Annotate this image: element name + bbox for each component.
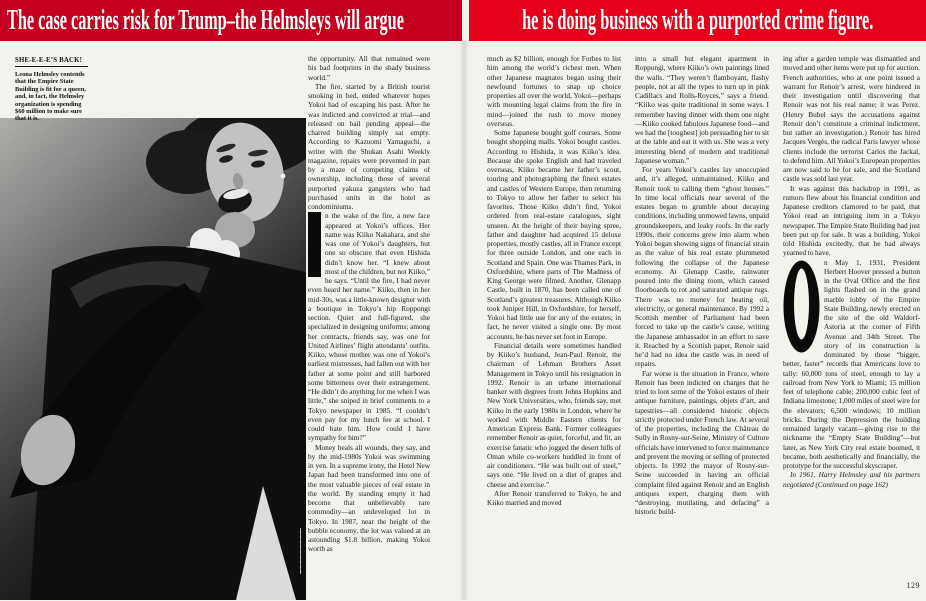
right-page-column-3 — [783, 54, 920, 601]
body-paragraph-continued: In 1961, Harry Helmsley and his partners negotiated (Continued on page 162) — [783, 470, 920, 489]
body-paragraph-dropcap — [308, 211, 430, 442]
body-paragraph: ing after a garden temple was dismantled and moved and other items were put up for auction. French authorities, who at one point issued a warrant for Renoir’s arrest, were hindered in their investigation until discovering that Renoir was not his real name; it was Perez. (Henry Bubel says the accusations against Renoir don’t constitute a criminal indictment, but rather an investigation.) Renoir has hired Jacques Vergès, the radical Paris lawyer whose clients include the terrorist Carlos the Jackal, to defend him. All Yokoi’s European properties are now said to be for sale, and the Scotland castle was sold last year. — [783, 54, 920, 184]
body-paragraph: Money heals all wounds, they say, and by the mid-1980s Yokoi was swimming in yen. In a supreme irony, the Hotel New Japan had been transformed into one of the most valuable pieces of real estate in the world. By standing empty it had become that unbelievably rare commodity—an undeveloped lot in Tokyo. In 1987, near the height of the bubble economy, the lot was valued at an astounding $1.8 billion, making Yokoi worth as — [308, 442, 430, 554]
body-paragraph: For years Yokoi’s castles lay unoccupied and, it’s alleged, unmaintained. Kiiko and Renoir took to calling them “ghost houses.” In time local officials near several of the estates began to grumble about decaying conditions, including unmowed lawns, unpaid groundskeepers, and leaky roofs. In the early 1990s, their concerns grew into alarm when Yokoi began showing signs of financial strain as the value of his real estate plummeted following the collapse of the Japanese economy. At Glenapp Castle, rainwater poured into the dining room, which caused floorboards to rot and saturated antique rugs. There was no money for heating oil, electricity, or general maintenance. By 1992 a Scottish member of Parliament had been forced to take up the castle’s cause, writing the Japanese ambassador in an effort to save it. Reached by a Scottish paper, Renoir said he’d had no idea the castle was in need of repairs. — [635, 165, 769, 369]
caption-body: Leona Helmsley contends that the Empire State Building is fit for a queen, and, in fact, the Helmsley organization is spending $60 million to make sure that it is. — [15, 71, 86, 123]
headline-left-text: The case carries risk for Trump–the Helmsleys will argue — [7, 5, 404, 36]
headline-banner-left — [0, 0, 462, 41]
leona-helmsley-photo — [0, 118, 306, 600]
drop-cap-o — [783, 260, 820, 353]
body-paragraph-text: n the wake of the fire, a new face appeared at Yokoi’s offices. Her name was Kiiko Nakahara, and she was one of Yokoi’s daughters, but one so obscure that even Hishida didn’t know her. “I knew about most of the children, but not Kiiko,” he says. “Until the fire, I had never even heard her name.” Kiiko, then in her mid-30s, was a little-known designer with a boutique in Tokyo’s hip Roppongi section. Quiet and full-figured, she specialized in designing uniforms; among her contracts, friends say, was one for United Airlines’ flight attendants’ outfits. Kiiko, whose mother was one of Yokoi’s earliest mistresses, had fallen out with her father at some point and still harbored some bitterness over their estrangement. “He didn’t do anything for me when I was little,” she sniped in brief comments to a Tokyo newspaper in 1985. “I couldn’t even pay for my lunch fee at school. I could hate him. How could I have sympathy for him?” — [308, 211, 430, 443]
body-paragraph: The fire, started by a British tourist smoking in bed, ended whatever hopes Yokoi had of escaping his past. After he was indicted and convicted at trial—and released on bail pending appeal—the charred building simply sat empty. According to Kazuomi Yamaguchi, a writer with the Shukan Asahi Weekly magazine, repairs were prevented in part by a maze of competing claims of ownership, including those of several purported yakuza gangsters who had purchased units in the hotel as condominiums. — [308, 81, 430, 211]
body-paragraph: Far worse is the situation in France, where Renoir has been indicted on charges that he tried to loot some of the Yokoi estates of their antique furniture, paintings, objets d’art, and tapestries—all considered historic objects strictly protected under French law. At several of the properties, including the Château de Sully in Rosny-sur-Seine, Ministry of Culture officials have intervened to force maintenance and prevent the moving or selling of protected objects. In 1992 the mayor of Rosny-sur-Seine succeeded in having an official complaint filed against Renoir and an English antiques expert, charging them with “destroying, mutilating, and defacing” a historic build- — [635, 368, 769, 517]
body-paragraph: much as $2 billion, enough for Forbes to list him among the world’s richest men. When other Japanese magnates began using their newfound fortunes to snap up choice properties all over the world, Yokoi—perhaps with mounting legal claims from the fire in mind—joined the rush to move money overseas. — [487, 54, 621, 128]
body-paragraph: into a small but elegant apartment in Roppongi, where Kiiko’s own paintings lined the walls. “They weren’t flamboyant, flashy people, not at all the types to turn up in pink Cadillacs and Rolls-Royces,” says a friend. “Kiiko was quite traditional in some ways. I remember having dinner with them one night—Kiiko cooked fabulous Japanese food—and we had the [toughest] job persuading her to sit at the table and eat it with us. She was a very interesting blend of modern and traditional Japanese woman.” — [635, 54, 769, 165]
page-gutter — [459, 41, 469, 600]
body-paragraph: Some Japanese bought golf courses. Some bought shopping malls. Yokoi bought castles. According to Hishida, it was Kiiko’s idea. Because she spoke English and had traveled overseas, Kiiko became her father’s scout, touring and photographing the finest estates and castles of Western Europe, then returning to Tokyo to allow her father to select his favorites. Those Kiiko didn’t find, Yokoi ordered from real-estate catalogues, sight unseen. At the height of their buying spree, father and daughter had acquired 15 deluxe properties, mostly castles, all in France except for three outside London, and one each in Scotland and Spain. One was Thames Park, in Oxfordshire, where parts of The Madness of King George were filmed. Another, Glenapp Castle, built in 1870, has been called one of Scotland’s greatest treasures. Although Kiiko took Juniper Hill, in Oxfordshire, for herself, Yokoi had little use for any of the estates; in fact, he never visited a single one. By most accounts, he has never set foot in Europe. — [487, 128, 621, 341]
body-paragraph-dropcap — [783, 258, 920, 471]
left-page-column — [308, 54, 430, 601]
right-page-column-2 — [635, 54, 769, 601]
body-paragraph: It was against this backdrop in 1991, as rumors flew about his financial condition and Japanese creditors clamored to be paid, that Yokoi read an intriguing item in a Tokyo newspaper. The Empire State Building had just been put up for sale. It was a building, Yokoi told Hishida excitedly, that he had always yearned to have. — [783, 183, 920, 258]
page-number: 129 — [906, 581, 920, 590]
body-paragraph: the opportunity. All that remained were his bad footprints in the shady business world.” — [308, 54, 430, 82]
body-paragraph: After Renoir transferred to Tokyo, he and Kiiko married and moved — [487, 488, 621, 507]
body-paragraph-text: n May 1, 1931, President Herbert Hoover pressed a button in the Oval Office and the first lights flashed on in the grand marble lobby of the Empire State Building, newly erected on the site of the old Waldorf-Astoria at the corner of Fifth Avenue and 34th Street. The story of its construction is dominated by those “bigger, better, faster” records that Americans love to tally: 60,000 tons of steel, enough to lay a railroad from New York to Miami; 15 million feet of telephone cable; 200,000 cubic feet of Indiana limestone; 1,000 miles of steel wire for the elevators; 6,500 windows; 10 million bricks. During the Depression the building remained largely vacant—giving rise to the nickname the “Empty State Building”—but later, as New York City real estate boomed, it became, both aesthetically and financially, the prototype for the successful skyscraper. — [783, 257, 920, 470]
caption-heading: SHE-E-E-E’S BACK! — [15, 57, 88, 67]
earring — [281, 174, 286, 179]
headline-banner-right — [469, 0, 926, 41]
drop-cap-i — [308, 212, 321, 277]
headline-right-text: he is doing business with a purported crime figure. — [521, 5, 874, 36]
photo-credit-vertical — [300, 528, 301, 574]
body-paragraph: Financial details were sometimes handled by Kiiko’s husband, Jean-Paul Renoir, the chairman of Lehman Brothers Asset Management in Tokyo until his resignation in 1992. Renoir is an urbane international banker with degrees from Johns Hopkins and New York Universities, who, friends say, met Kiiko in the early 1980s in London, where he worked with Middle Eastern clients for American Express Bank. Former colleagues remember Renoir as quiet, forceful, and fit, an exercise fanatic who jogged the desert hills of Oman while co-workers huddled in front of air conditioners. “He was built out of steel,” says one. “He lived on a diet of grapes and cheese and exercise.” — [487, 340, 621, 489]
right-page-column-1 — [487, 54, 621, 601]
photo-caption — [15, 57, 88, 123]
